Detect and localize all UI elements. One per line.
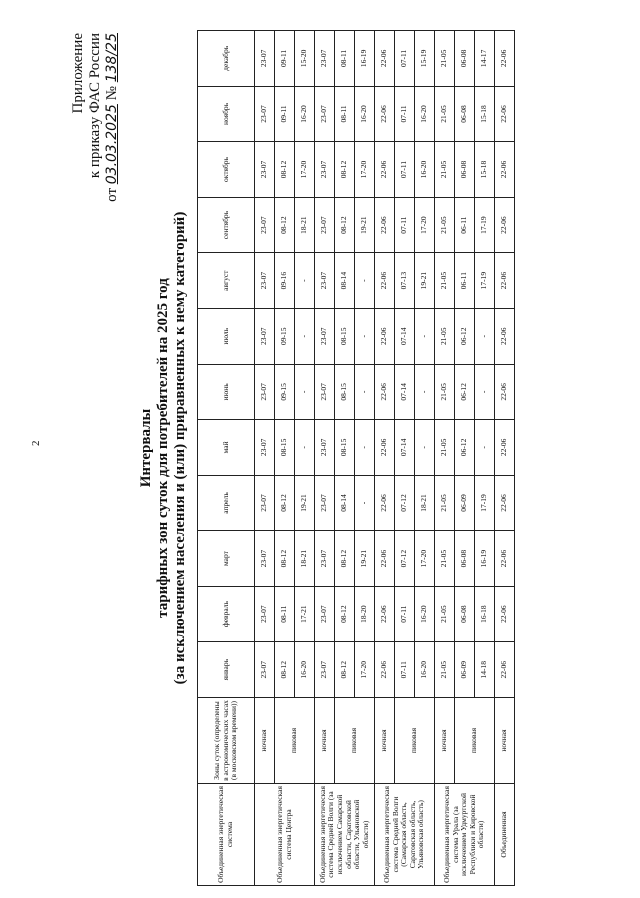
value-cell: - <box>475 364 495 420</box>
zone-cell: ночная <box>255 698 275 784</box>
value-cell: 21-05 <box>435 586 455 642</box>
value-cell: 14-18 <box>475 642 495 698</box>
value-cell: 17-19 <box>475 253 495 309</box>
value-cell: 22-06 <box>375 197 395 253</box>
value-cell: 07-11 <box>395 142 415 198</box>
value-cell: 22-06 <box>495 86 515 142</box>
value-cell: 23-07 <box>255 642 275 698</box>
appendix-block <box>70 33 121 258</box>
value-cell: 07-14 <box>395 420 415 476</box>
value-cell: 17-20 <box>415 531 435 587</box>
value-cell: 06-09 <box>455 475 475 531</box>
value-cell: 19-21 <box>355 531 375 587</box>
table-row <box>335 31 355 886</box>
value-cell: 06-08 <box>455 31 475 87</box>
value-cell: 08-15 <box>335 308 355 364</box>
value-cell: 14-17 <box>475 31 495 87</box>
handwritten-number: 138/25 <box>104 33 120 83</box>
table-row <box>315 31 335 886</box>
table-row <box>275 31 295 886</box>
value-cell: 22-06 <box>495 531 515 587</box>
value-cell: 23-07 <box>255 475 275 531</box>
value-cell: 21-05 <box>435 86 455 142</box>
value-cell: 08-12 <box>335 197 355 253</box>
value-cell: 18-20 <box>355 586 375 642</box>
value-cell: 16-20 <box>295 86 315 142</box>
value-cell: 09-15 <box>275 308 295 364</box>
value-cell: 07-13 <box>395 253 415 309</box>
value-cell: 21-05 <box>435 253 455 309</box>
value-cell: 23-07 <box>255 253 275 309</box>
value-cell: 21-05 <box>435 475 455 531</box>
header-month: январь <box>198 642 255 698</box>
value-cell: - <box>355 253 375 309</box>
value-cell: 07-14 <box>395 364 415 420</box>
handwritten-date: 03.03.2025 <box>104 104 120 185</box>
value-cell: 19-21 <box>415 253 435 309</box>
value-cell: 21-05 <box>435 142 455 198</box>
value-cell: 17-20 <box>355 142 375 198</box>
value-cell: 09-11 <box>275 86 295 142</box>
value-cell: 22-06 <box>375 475 395 531</box>
value-cell: 15-20 <box>295 31 315 87</box>
value-cell: 17-20 <box>355 642 375 698</box>
value-cell: 18-21 <box>415 475 435 531</box>
value-cell: 08-12 <box>275 475 295 531</box>
value-cell: 23-07 <box>255 86 275 142</box>
value-cell: 23-07 <box>315 531 335 587</box>
value-cell: 21-05 <box>435 642 455 698</box>
value-cell: 06-11 <box>455 253 475 309</box>
table-row <box>435 31 455 886</box>
value-cell: 23-07 <box>255 531 275 587</box>
value-cell: 22-06 <box>495 475 515 531</box>
zone-cell: пиковая <box>335 698 375 784</box>
value-cell: 07-11 <box>395 197 415 253</box>
value-cell: 21-05 <box>435 197 455 253</box>
value-cell: 06-12 <box>455 420 475 476</box>
number-prefix: № <box>104 86 120 101</box>
value-cell: 23-07 <box>255 197 275 253</box>
value-cell: 16-18 <box>475 586 495 642</box>
value-cell: - <box>295 364 315 420</box>
appendix-date-line <box>104 33 121 258</box>
value-cell: 16-20 <box>415 86 435 142</box>
header-month: май <box>198 420 255 476</box>
zone-cell: ночная <box>315 698 335 784</box>
value-cell: 08-15 <box>275 420 295 476</box>
value-cell: 06-08 <box>455 142 475 198</box>
zone-cell: ночная <box>495 698 515 784</box>
value-cell: 07-11 <box>395 86 415 142</box>
value-cell: 23-07 <box>255 31 275 87</box>
value-cell: 22-06 <box>375 86 395 142</box>
value-cell: 22-06 <box>495 197 515 253</box>
value-cell: 21-05 <box>435 531 455 587</box>
system-cell: Объединенная энергетическая система Урала (за исключением Удмуртской Республики и Кировской области) <box>435 784 495 886</box>
value-cell: - <box>355 420 375 476</box>
header-zone: Зоны суток (определены в астрономических часах (в московском времени)) <box>198 698 255 784</box>
header-month: август <box>198 253 255 309</box>
value-cell: 07-11 <box>395 31 415 87</box>
value-cell: 22-06 <box>495 308 515 364</box>
value-cell: 16-20 <box>415 142 435 198</box>
value-cell: 17-21 <box>295 586 315 642</box>
value-cell: 21-05 <box>435 308 455 364</box>
header-month: октябрь <box>198 142 255 198</box>
header-month: декабрь <box>198 31 255 87</box>
value-cell: 08-15 <box>335 364 355 420</box>
value-cell: 19-21 <box>295 475 315 531</box>
value-cell: 23-07 <box>315 364 335 420</box>
header-month: сентябрь <box>198 197 255 253</box>
value-cell: 23-07 <box>255 142 275 198</box>
value-cell: - <box>295 420 315 476</box>
value-cell: 22-06 <box>495 142 515 198</box>
value-cell: 08-12 <box>335 142 355 198</box>
system-cell: Объединенная <box>495 784 515 886</box>
value-cell: 08-11 <box>335 31 355 87</box>
value-cell: 21-05 <box>435 420 455 476</box>
value-cell: 08-11 <box>275 586 295 642</box>
value-cell: 08-15 <box>335 420 355 476</box>
value-cell: 06-08 <box>455 531 475 587</box>
value-cell: 16-20 <box>415 642 435 698</box>
value-cell: 08-11 <box>335 86 355 142</box>
value-cell: 16-20 <box>415 586 435 642</box>
value-cell: - <box>415 364 435 420</box>
value-cell: 23-07 <box>255 420 275 476</box>
value-cell: 08-14 <box>335 475 355 531</box>
value-cell: 23-07 <box>315 475 335 531</box>
header-month: апрель <box>198 475 255 531</box>
value-cell: 22-06 <box>495 642 515 698</box>
tariff-zones-table <box>197 30 515 886</box>
document-title <box>138 168 189 728</box>
value-cell: 23-07 <box>315 197 335 253</box>
value-cell: 16-19 <box>475 531 495 587</box>
value-cell: 06-08 <box>455 586 475 642</box>
value-cell: 08-12 <box>335 586 355 642</box>
value-cell: 17-20 <box>295 142 315 198</box>
header-month: июнь <box>198 364 255 420</box>
value-cell: 17-19 <box>475 197 495 253</box>
system-cell: Объединенная энергетическая система Центра <box>255 784 315 886</box>
value-cell: 19-21 <box>355 197 375 253</box>
value-cell: 07-11 <box>395 586 415 642</box>
value-cell: 22-06 <box>375 253 395 309</box>
zone-cell: пиковая <box>275 698 315 784</box>
header-month: ноябрь <box>198 86 255 142</box>
header-month: февраль <box>198 586 255 642</box>
table-row <box>255 31 275 886</box>
value-cell: 23-07 <box>315 253 335 309</box>
value-cell: 08-12 <box>275 142 295 198</box>
date-prefix: от <box>104 188 120 202</box>
system-cell: Объединенная энергетическая система Средней Волги (Самарская область, Саратовская область, Ульяновская область) <box>375 784 435 886</box>
value-cell: 07-12 <box>395 531 415 587</box>
value-cell: 23-07 <box>315 142 335 198</box>
table-body <box>255 31 515 886</box>
value-cell: 23-07 <box>315 420 335 476</box>
value-cell: 16-20 <box>295 642 315 698</box>
table-row <box>375 31 395 886</box>
value-cell: - <box>475 308 495 364</box>
value-cell: 07-11 <box>395 642 415 698</box>
value-cell: 17-19 <box>475 475 495 531</box>
header-month: июль <box>198 308 255 364</box>
value-cell: 16-19 <box>355 31 375 87</box>
value-cell: 22-06 <box>375 308 395 364</box>
value-cell: 22-06 <box>495 31 515 87</box>
zone-cell: пиковая <box>455 698 495 784</box>
value-cell: 08-12 <box>275 531 295 587</box>
title-line-3: (за исключением населения и (или) приравненных к нему категорий) <box>172 211 188 685</box>
value-cell: 22-06 <box>495 586 515 642</box>
value-cell: 07-12 <box>395 475 415 531</box>
value-cell: - <box>415 420 435 476</box>
value-cell: 06-11 <box>455 197 475 253</box>
value-cell: 22-06 <box>495 253 515 309</box>
value-cell: 08-12 <box>275 642 295 698</box>
table-row <box>395 31 415 886</box>
page-number: 2 <box>30 440 42 446</box>
value-cell: - <box>355 308 375 364</box>
value-cell: 06-12 <box>455 364 475 420</box>
value-cell: 17-20 <box>415 197 435 253</box>
zone-cell: ночная <box>435 698 455 784</box>
value-cell: 22-06 <box>375 531 395 587</box>
value-cell: 23-07 <box>315 586 335 642</box>
value-cell: - <box>295 308 315 364</box>
value-cell: 22-06 <box>375 142 395 198</box>
value-cell: 06-12 <box>455 308 475 364</box>
value-cell: - <box>355 475 375 531</box>
header-system: Объединенная энергетическая система <box>198 784 255 886</box>
value-cell: 08-12 <box>335 642 355 698</box>
appendix-order: к приказу ФАС России <box>87 33 103 179</box>
value-cell: - <box>475 420 495 476</box>
value-cell: 15-18 <box>475 86 495 142</box>
header-month: март <box>198 531 255 587</box>
value-cell: 15-18 <box>475 142 495 198</box>
value-cell: 09-11 <box>275 31 295 87</box>
value-cell: 22-06 <box>495 420 515 476</box>
value-cell: 08-12 <box>335 531 355 587</box>
value-cell: 08-12 <box>275 197 295 253</box>
value-cell: 16-20 <box>355 86 375 142</box>
value-cell: 09-16 <box>275 253 295 309</box>
title-line-1: Интервалы <box>138 408 154 488</box>
value-cell: 23-07 <box>315 86 335 142</box>
value-cell: 22-06 <box>375 364 395 420</box>
value-cell: 22-06 <box>495 364 515 420</box>
system-cell: Объединенная энергетическая система Средней Волги (за исключением Самарской области, Саратовской области, Ульяновской области) <box>315 784 375 886</box>
zone-cell: ночная <box>375 698 395 784</box>
value-cell: 23-07 <box>255 364 275 420</box>
value-cell: - <box>355 364 375 420</box>
table-row <box>455 31 475 886</box>
value-cell: - <box>295 253 315 309</box>
value-cell: 23-07 <box>315 31 335 87</box>
appendix-title: Приложение <box>70 33 86 114</box>
table-header-row <box>198 31 255 886</box>
value-cell: - <box>415 308 435 364</box>
table-row <box>495 31 515 886</box>
value-cell: 07-14 <box>395 308 415 364</box>
title-line-2: тарифных зон суток для потребителей на 2025 год <box>155 278 171 618</box>
value-cell: 22-06 <box>375 586 395 642</box>
value-cell: 23-07 <box>315 642 335 698</box>
value-cell: 18-21 <box>295 531 315 587</box>
value-cell: 22-06 <box>375 31 395 87</box>
value-cell: 22-06 <box>375 420 395 476</box>
value-cell: 23-07 <box>255 308 275 364</box>
value-cell: 06-09 <box>455 642 475 698</box>
value-cell: 18-21 <box>295 197 315 253</box>
value-cell: 09-15 <box>275 364 295 420</box>
value-cell: 08-14 <box>335 253 355 309</box>
value-cell: 21-05 <box>435 31 455 87</box>
value-cell: 21-05 <box>435 364 455 420</box>
value-cell: 15-19 <box>415 31 435 87</box>
value-cell: 22-06 <box>375 642 395 698</box>
zone-cell: пиковая <box>395 698 435 784</box>
value-cell: 23-07 <box>255 586 275 642</box>
value-cell: 06-08 <box>455 86 475 142</box>
value-cell: 23-07 <box>315 308 335 364</box>
